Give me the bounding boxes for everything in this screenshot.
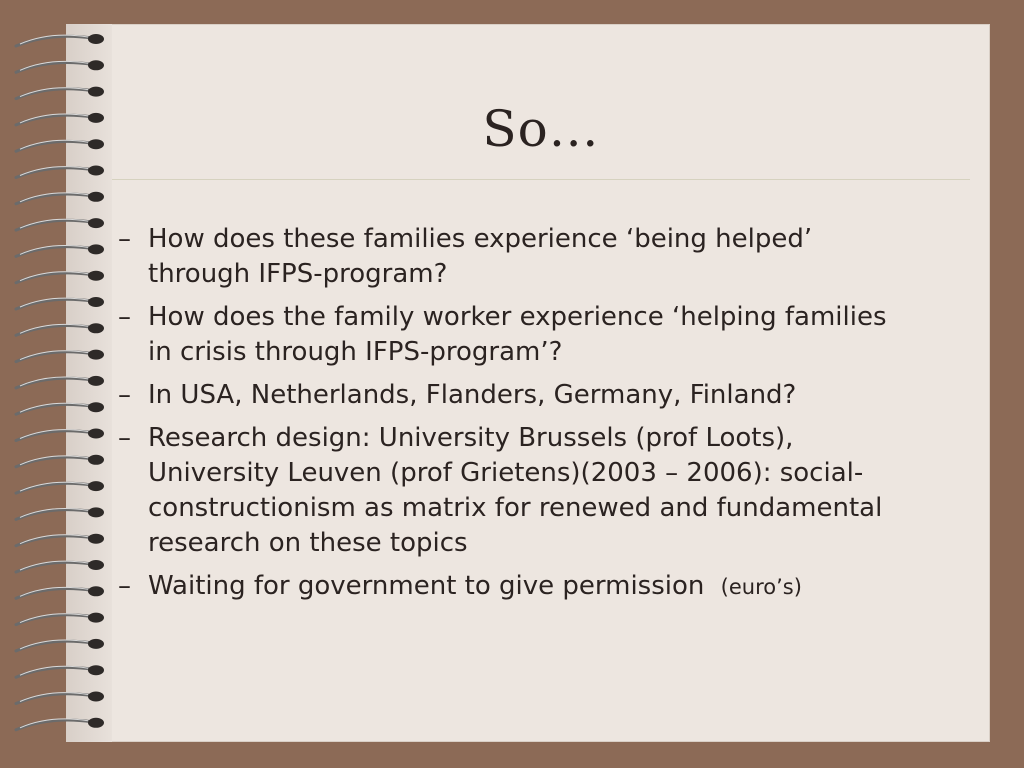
binding-ring-icon <box>16 402 104 414</box>
binding-ring-icon <box>16 350 104 362</box>
binding-ring-icon <box>16 534 104 546</box>
bullet-dash: – <box>118 380 131 410</box>
spiral-binding-icon <box>0 20 120 750</box>
binding-ring-icon <box>16 244 104 256</box>
bullet-dash: – <box>118 571 131 601</box>
binding-ring-icon <box>16 613 104 625</box>
bullet-list <box>118 222 898 613</box>
bullet-text: Research design: University Brussels (prof Loots), University Leuven (prof Grietens)(2003 – 2006): social-constructionism as matrix for renewed and fundamental research on these topics <box>148 423 883 558</box>
binding-ring-icon <box>16 166 104 178</box>
binding-ring-icon <box>16 692 104 704</box>
binding-ring-icon <box>16 113 104 125</box>
binding-ring-icon <box>16 271 104 283</box>
bullet-item <box>118 222 898 292</box>
binding-ring-icon <box>16 665 104 677</box>
bullet-item <box>118 569 898 605</box>
binding-ring-icon <box>16 560 104 572</box>
title-divider <box>112 179 970 180</box>
binding-ring-icon <box>16 639 104 651</box>
bullet-text: How does the family worker experience ‘helping families in crisis through IFPS-program’? <box>148 302 887 367</box>
binding-ring-icon <box>16 507 104 519</box>
binding-ring-icon <box>16 429 104 441</box>
bullet-dash: – <box>118 224 131 254</box>
bullet-text: Waiting for government to give permission <box>148 571 705 601</box>
slide-title: So… <box>482 100 600 158</box>
binding-ring-icon <box>16 87 104 99</box>
binding-ring-icon <box>16 34 104 46</box>
binding-ring-icon <box>16 718 104 730</box>
binding-ring-icon <box>16 586 104 598</box>
binding-ring-icon <box>16 60 104 72</box>
bullet-item <box>118 421 898 561</box>
bullet-text: In USA, Netherlands, Flanders, Germany, Finland? <box>148 380 797 410</box>
binding-ring-icon <box>16 139 104 151</box>
binding-ring-icon <box>16 297 104 309</box>
binding-ring-icon <box>16 192 104 204</box>
binding-ring-icon <box>16 481 104 493</box>
binding-ring-icon <box>16 323 104 335</box>
binding-ring-icon <box>16 218 104 230</box>
bullet-dash: – <box>118 423 131 453</box>
bullet-item <box>118 300 898 370</box>
bullet-note: (euro’s) <box>720 575 802 599</box>
bullet-item <box>118 378 898 413</box>
bullet-text: How does these families experience ‘being helped’ through IFPS-program? <box>148 224 813 289</box>
bullet-dash: – <box>118 302 131 332</box>
binding-ring-icon <box>16 376 104 388</box>
binding-ring-icon <box>16 455 104 467</box>
